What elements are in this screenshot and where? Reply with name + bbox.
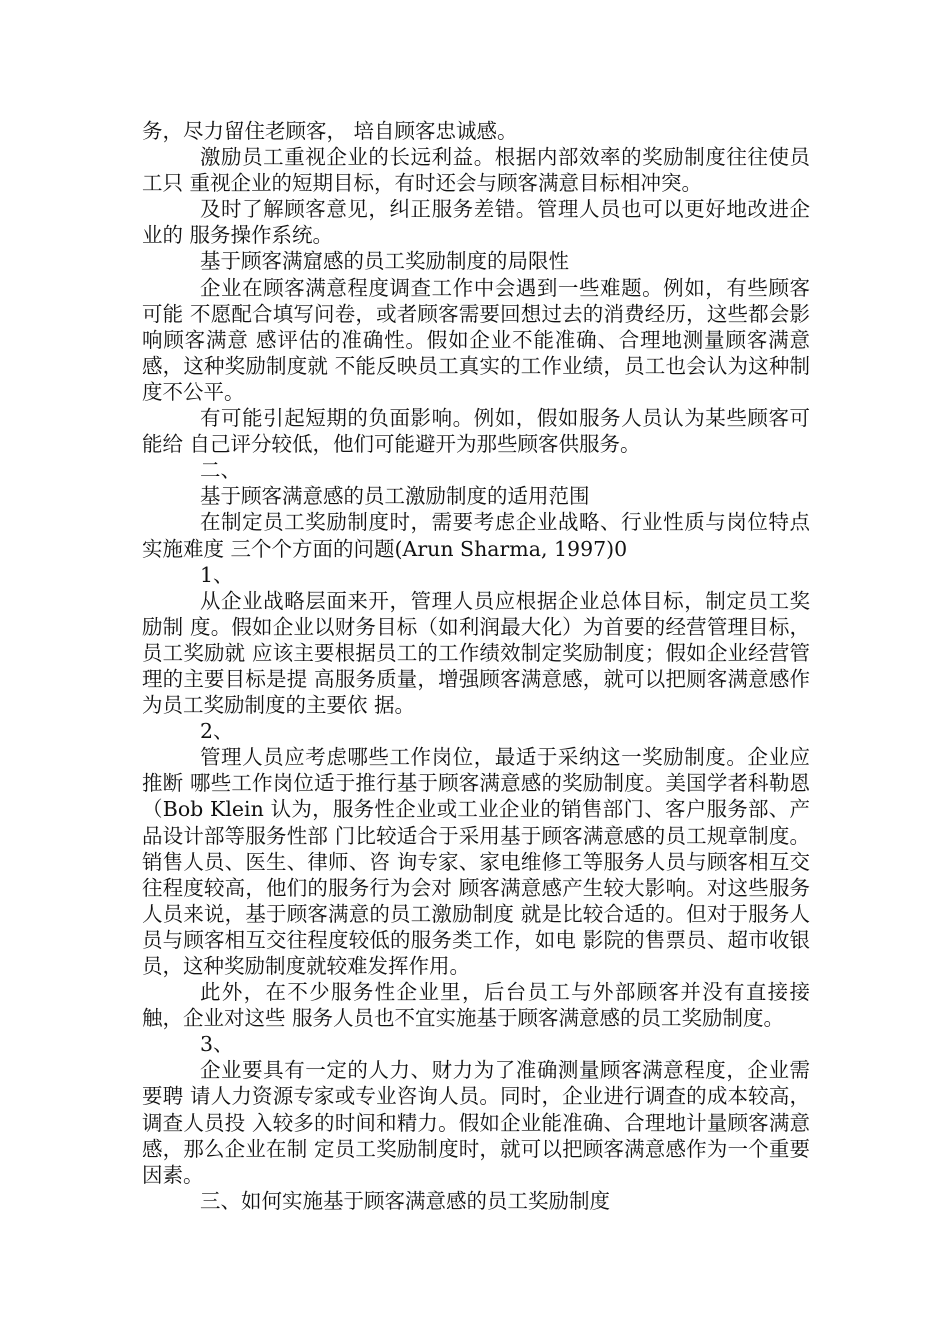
paragraph-p04: 基于顾客满窟感的员工奖励制度的局限性 bbox=[200, 249, 569, 274]
paragraph-p07: 二、 bbox=[200, 458, 241, 483]
paragraph-p13: 管理人员应考虑哪些工作岗位，最适于采纳这一奖励制度。企业应推断 哪些工作岗位适于推行基于顾客满意感的奖励制度。美国学者科勒恩（Bob Klein 认为，服务性企业或工业企业的销售部门、客户服务部、产品设计部等服务性部 门比较适合于采用基于顾客满意感的员工规章制度。销售人员、医生、律师、咨 询专家、家电维修工等服务人员与顾客相互交往程度较高，他们的服务行为会对 顾客满意感产生较大影响。对这些服务人员来说，基于顾客满意的员工激励制度 就是比较合适的。但对于服务人员与顾客相互交往程度较低的服务类工作，如电 影院的售票员、超市收银员，这种奖励制度就较难发挥作用。 bbox=[142, 745, 810, 978]
paragraph-p08: 基于顾客满意感的员工激励制度的适用范围 bbox=[200, 484, 590, 509]
paragraph-p16: 企业要具有一定的人力、财力为了准确测量顾客满意程度，企业需要聘 请人力资源专家或专业咨询人员。同时，企业进行调查的成本较高，调查人员投 入较多的时间和精力。假如企业能准确、合理地计量顾客满意感，那么企业在制 定员工奖励制度时，就可以把顾客满意感作为一个重要因素。 bbox=[142, 1058, 810, 1187]
paragraph-p05: 企业在顾客满意程度调查工作中会遇到一些难题。例如，有些顾客可能 不愿配合填写问卷，或者顾客需要回想过去的消费经历，这些都会影响顾客满意 感评估的准确性。假如企业不能准确、合理地测量顾客满意感，这种奖励制度就 不能反映员工真实的工作业绩，员工也会认为这种制度不公平。 bbox=[142, 275, 810, 404]
paragraph-p06: 有可能引起短期的负面影响。例如，假如服务人员认为某些顾客可能给 自己评分较低，他们可能避开为那些顾客供服务。 bbox=[142, 406, 810, 457]
paragraph-p11: 从企业战略层面来开，管理人员应根据企业总体目标，制定员工奖励制 度。假如企业以财务目标（如利润最大化）为首要的经营管理目标，员工奖励就 应该主要根据员工的工作绩效制定奖励制度；假如企业经营管理的主要目标是提 高服务质量，增强顾客满意感，就可以把厕客满意感作为员工奖励制度的主要依 据。 bbox=[142, 588, 810, 718]
paragraph-p12: 2、 bbox=[200, 719, 234, 744]
document-body bbox=[142, 118, 810, 1214]
paragraph-p01: 务，尽力留住老顾客， 培自顾客忠诚感。 bbox=[142, 119, 518, 143]
paragraph-p02: 激励员工重视企业的长远利益。根据内部效率的奖励制度往往使员工只 重视企业的短期目标，有时还会与顾客满意目标相冲突。 bbox=[142, 145, 810, 196]
paragraph-p09: 在制定员工奖励制度时，需要考虑企业战略、行业性质与岗位特点实施难度 三个个方面的问题(Arun Sharma, 1997)0 bbox=[142, 510, 810, 561]
paragraph-p10: 1、 bbox=[200, 562, 234, 587]
paragraph-p14: 此外，在不少服务性企业里，后台员工与外部顾客并没有直接接触，企业对这些 服务人员也不宜实施基于顾客满意感的员工奖励制度。 bbox=[142, 980, 810, 1031]
paragraph-p17: 三、如何实施基于顾客满意感的员工奖励制度 bbox=[200, 1188, 610, 1213]
paragraph-p03: 及时了解顾客意见，纠正服务差错。管理人员也可以更好地改进企业的 服务操作系统。 bbox=[142, 197, 810, 248]
paragraph-p15: 3、 bbox=[200, 1032, 234, 1057]
